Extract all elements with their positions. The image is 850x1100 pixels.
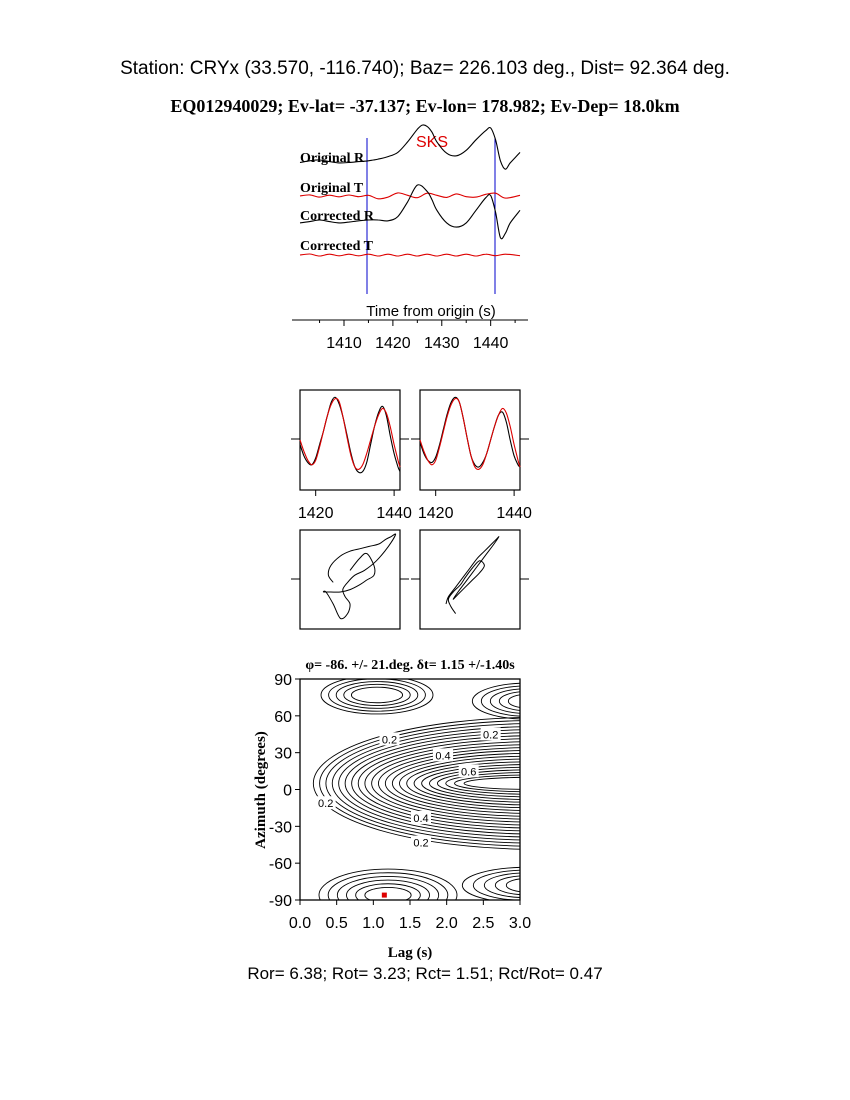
contour-label: 0.4 <box>435 750 451 763</box>
dt-symbol: δ <box>416 658 425 673</box>
contour-line <box>473 870 581 900</box>
time-tick-label: 1410 <box>326 335 362 352</box>
fit-tick-label: 1440 <box>496 505 532 522</box>
contour-line <box>455 775 609 792</box>
contour-label: 0.2 <box>483 729 499 742</box>
contour-label: 0.6 <box>461 766 477 779</box>
contour-line <box>407 759 661 808</box>
station-info: Station: CRYx (33.570, -116.740); Baz= 226.103 deg., Dist= 92.364 deg. <box>120 58 730 79</box>
seismogram-trace <box>300 254 520 256</box>
contour-line <box>490 689 564 714</box>
best-fit-marker <box>382 893 387 898</box>
contour-line <box>345 733 728 834</box>
waveform-fit-ticks <box>298 490 532 522</box>
trace-label-original-r: Original R <box>300 151 365 166</box>
azimuth-tick-label: -60 <box>268 856 292 874</box>
contour-line <box>464 777 599 789</box>
dt-estimate: t= 1.15 +/-1.40s <box>424 658 515 673</box>
time-tick-label: 1430 <box>423 335 460 352</box>
contour-label: 0.2 <box>413 837 429 850</box>
contour-line <box>472 683 582 719</box>
contour-line <box>347 880 430 910</box>
lag-tick-label: 0.5 <box>325 915 348 932</box>
particle-motion-trace <box>446 537 499 614</box>
particle-motion-trace <box>323 534 395 619</box>
contour-line <box>351 687 402 703</box>
lag-tick-label: 2.5 <box>472 915 495 932</box>
contour-line <box>495 876 559 895</box>
fit-tick-label: 1440 <box>376 505 412 522</box>
lag-tick-label: 0.0 <box>288 915 312 932</box>
contour-line <box>319 869 457 921</box>
waveform-fit-panels <box>291 390 532 522</box>
seismogram-panel <box>292 125 528 352</box>
contour-label: 0.2 <box>318 798 334 811</box>
grid-search-panel <box>253 658 763 961</box>
azimuth-tick-label: 30 <box>274 745 292 763</box>
contour-line <box>399 756 668 810</box>
phase-label: SKS <box>415 134 449 151</box>
azimuth-tick-label: -90 <box>268 893 292 910</box>
trace-label-original-t: Original T <box>300 181 364 196</box>
contour-line <box>462 867 592 903</box>
contour-line <box>372 745 699 823</box>
time-axis-label: Time from origin (s) <box>366 303 496 320</box>
time-tick-label: 1440 <box>472 335 509 352</box>
contour-line <box>506 878 548 892</box>
contour-line <box>329 679 426 711</box>
lag-tick-label: 1.5 <box>398 915 422 932</box>
lag-axis-label: Lag (s) <box>387 945 433 961</box>
waveform-fit-trace <box>420 397 520 467</box>
contour-line <box>337 876 438 913</box>
contour-line <box>339 730 736 837</box>
contour-line <box>484 873 570 898</box>
contour-line <box>499 692 555 711</box>
contour-label: 0.2 <box>381 734 398 747</box>
energy-ratios: Ror= 6.38; Rot= 3.23; Rct= 1.51; Rct/Rot= 0.47 <box>247 964 603 983</box>
contour-line <box>481 686 573 716</box>
lag-tick-label: 2.0 <box>435 915 458 932</box>
fit-tick-label: 1420 <box>417 505 454 522</box>
energy-contours <box>313 676 763 921</box>
waveform-fit-right-frame <box>420 390 520 490</box>
azimuth-tick-label: 90 <box>274 672 292 689</box>
waveform-fit-traces <box>300 397 520 473</box>
waveform-fit-left-frame <box>300 390 400 490</box>
contour-line <box>378 748 691 820</box>
time-tick-label: 1420 <box>375 335 411 352</box>
azimuth-axis-label: Azimuth (degrees) <box>253 731 269 849</box>
particle-motion-traces <box>323 534 498 619</box>
contour-line <box>385 750 684 816</box>
phi-symbol: φ <box>305 658 315 673</box>
azimuth-tick-label: 0 <box>283 782 292 800</box>
particle-motion-right-frame <box>420 530 520 629</box>
particle-motion-panels <box>291 530 529 629</box>
event-info: EQ012940029; Ev-lat= -37.137; Ev-lon= 178.982; Ev-Dep= 18.0km <box>170 96 680 116</box>
contour-label: 0.4 <box>413 812 429 825</box>
time-axis-ticks <box>320 320 516 352</box>
phi-estimate: = -86. +/- 21.deg. <box>314 658 417 673</box>
lag-tick-label: 1.0 <box>362 915 385 932</box>
grid-search-title <box>305 658 515 673</box>
trace-label-corrected-r: Corrected R <box>300 209 374 224</box>
lag-tick-label: 3.0 <box>508 915 532 932</box>
azimuth-tick-label: -30 <box>268 819 292 837</box>
fit-tick-label: 1420 <box>297 505 334 522</box>
contour-line <box>336 682 418 709</box>
trace-label-corrected-t: Corrected T <box>300 239 373 254</box>
contour-line <box>414 762 652 805</box>
azimuth-tick-label: 60 <box>274 708 292 726</box>
contour-line <box>508 694 546 708</box>
contour-line <box>422 765 645 803</box>
